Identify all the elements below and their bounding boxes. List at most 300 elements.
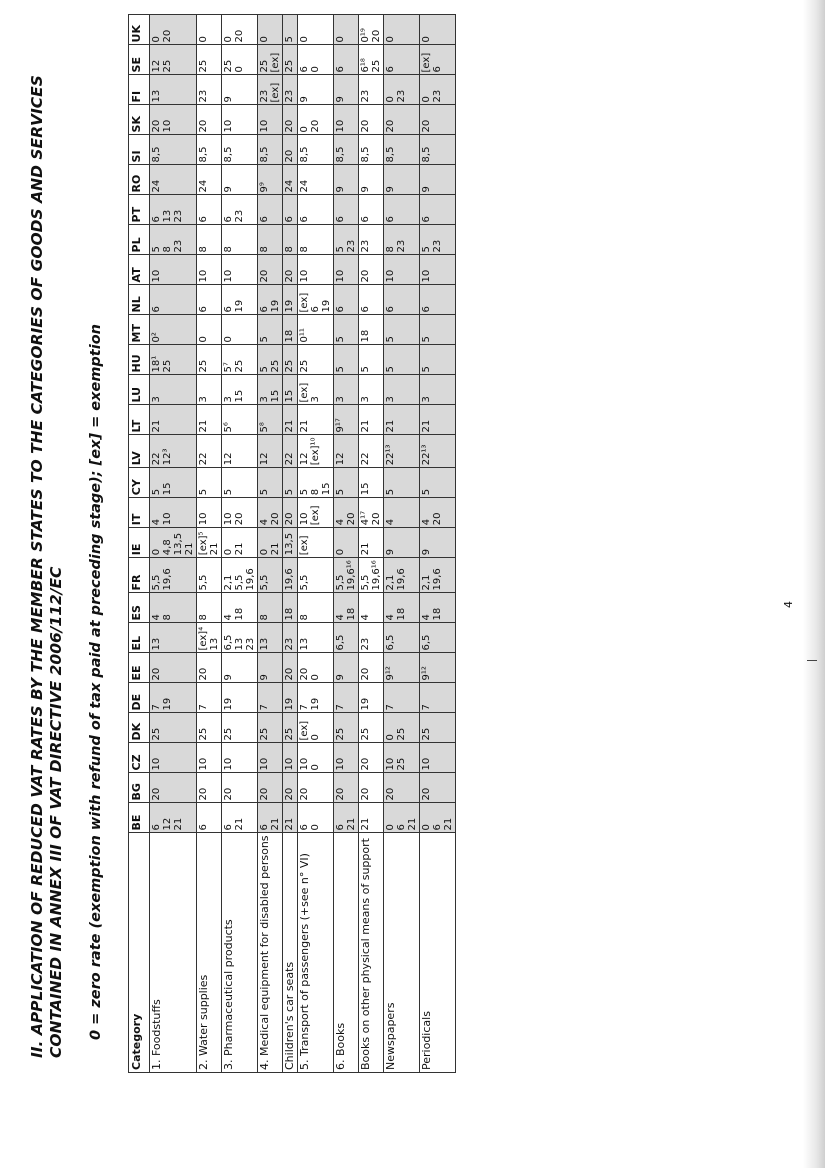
rate-value: 10	[162, 512, 173, 526]
rate-value: 19	[321, 299, 332, 313]
legend-text: 0 = zero rate (exemption with refund of tax paid at preceding stage); [ex] = exemption	[88, 324, 104, 1040]
rate-value: 2,1	[421, 574, 432, 591]
country-header: DE	[129, 683, 150, 713]
rate-cell	[420, 105, 456, 135]
rate-value: 2,1	[223, 574, 234, 591]
rate-value: 6	[385, 216, 396, 223]
category-cell	[298, 833, 334, 1073]
rate-value: 8,5	[385, 146, 396, 163]
rate-value: 5,5	[198, 574, 209, 591]
rate-value: 22	[198, 452, 209, 466]
rate-value: 7	[151, 704, 162, 711]
rate-value: 0	[310, 734, 321, 741]
rate-value: 0	[259, 36, 270, 43]
country-header: IE	[129, 528, 150, 558]
category-number: 2.	[197, 1056, 210, 1070]
rate-value: 21	[299, 419, 310, 433]
rate-cell	[258, 498, 283, 528]
rate-value: 6	[335, 306, 346, 313]
rate-cell	[384, 743, 420, 773]
rate-value: 0	[421, 96, 432, 103]
rate-value: 20	[151, 119, 162, 133]
rate-value: 5	[421, 246, 432, 253]
country-header: UK	[129, 15, 150, 45]
rate-cell	[258, 468, 283, 498]
rate-value: 24	[299, 179, 310, 193]
rate-cell	[258, 743, 283, 773]
rate-value: [ex]	[270, 52, 281, 73]
rate-cell	[150, 15, 197, 45]
rate-cell	[150, 803, 197, 833]
rate-value: 20	[310, 119, 321, 133]
rate-value: 23	[245, 637, 256, 651]
rate-cell	[384, 45, 420, 75]
rate-cell	[298, 558, 334, 593]
rate-cell	[258, 15, 283, 45]
rate-cell	[197, 435, 222, 468]
rate-value: 12³	[162, 448, 173, 466]
rate-value: 5	[151, 488, 162, 496]
rate-value: 10	[299, 757, 310, 771]
rate-value: 12	[162, 817, 173, 831]
rate-cell	[359, 743, 384, 773]
rate-value: 21	[385, 419, 396, 433]
rate-value: 22¹³	[421, 444, 432, 466]
rate-value: 4,8	[162, 539, 173, 556]
rate-cell	[359, 773, 384, 803]
rate-value: 21	[270, 817, 281, 831]
rate-cell	[150, 375, 197, 405]
rate-value: 19	[223, 697, 234, 711]
rate-cell	[150, 105, 197, 135]
table-row	[150, 15, 197, 1073]
rate-cell	[298, 773, 334, 803]
rate-value: 6	[198, 306, 209, 313]
rate-cell	[222, 435, 258, 468]
rate-cell	[197, 255, 222, 285]
rate-cell	[334, 653, 359, 683]
rate-cell	[150, 743, 197, 773]
rate-value: 5	[421, 366, 432, 373]
rate-cell	[150, 405, 197, 435]
rate-value: 19	[270, 299, 281, 313]
rate-cell	[384, 255, 420, 285]
rate-value: 5,5	[259, 574, 270, 591]
rate-cell	[222, 468, 258, 498]
rate-value: 4¹⁷	[360, 510, 371, 526]
rate-cell	[298, 498, 334, 528]
rate-value: 8,5	[335, 146, 346, 163]
category-cell	[334, 833, 359, 1073]
rate-cell	[334, 468, 359, 498]
rate-value: 4	[335, 614, 346, 621]
rate-cell	[420, 498, 456, 528]
rate-value: 20	[162, 29, 173, 43]
rate-cell	[359, 345, 384, 375]
rate-value: 22	[284, 452, 295, 466]
rate-value: 25	[284, 59, 295, 73]
table-row	[420, 15, 456, 1073]
rate-value: 0	[310, 674, 321, 681]
table-row	[334, 15, 359, 1073]
rate-cell	[384, 345, 420, 375]
rate-value: 0	[421, 36, 432, 43]
rate-cell	[384, 135, 420, 165]
category-name: Water supplies	[197, 974, 210, 1056]
rate-cell	[283, 165, 298, 195]
rate-cell	[420, 468, 456, 498]
rate-cell	[359, 435, 384, 468]
rate-cell	[283, 773, 298, 803]
rate-value: 13	[209, 637, 220, 651]
rate-cell	[334, 405, 359, 435]
rate-value: 4	[385, 518, 396, 526]
rate-value: 10	[223, 757, 234, 771]
rate-value: 5⁷	[223, 362, 234, 373]
rate-cell	[359, 498, 384, 528]
category-number: 4.	[258, 1056, 271, 1070]
rate-cell	[334, 345, 359, 375]
rate-cell	[359, 285, 384, 315]
rate-value: 0	[385, 96, 396, 103]
rate-value: 8,5	[151, 146, 162, 163]
rate-value: 25	[223, 59, 234, 73]
rate-value: 20	[284, 269, 295, 283]
rate-value: [ex]⁵	[198, 531, 209, 556]
rate-value: 8	[162, 614, 173, 621]
rate-cell	[420, 773, 456, 803]
rate-value: 18	[234, 607, 245, 621]
rate-value: 10	[223, 119, 234, 133]
rate-cell	[298, 135, 334, 165]
rate-cell	[420, 135, 456, 165]
rate-value: 21	[173, 817, 184, 831]
rate-value: 20	[346, 512, 357, 526]
country-header: EL	[129, 623, 150, 653]
rate-value: 10	[151, 757, 162, 771]
rate-cell	[283, 105, 298, 135]
category-header: Category	[129, 833, 150, 1073]
rate-value: 0	[335, 548, 346, 556]
rate-value: 0	[299, 36, 310, 43]
rate-value: 21	[360, 419, 371, 433]
rate-value: 12	[223, 452, 234, 466]
rate-value: 0	[259, 548, 270, 556]
rate-value: 6	[151, 216, 162, 223]
rate-value: [ex]	[270, 82, 281, 103]
rate-cell	[359, 225, 384, 255]
rate-value: 5	[335, 488, 346, 496]
rate-cell	[283, 803, 298, 833]
rate-value: 20	[151, 667, 162, 681]
rate-cell	[298, 105, 334, 135]
rate-value: 8	[198, 246, 209, 253]
rate-cell	[334, 773, 359, 803]
rate-cell	[197, 558, 222, 593]
rate-value: 3	[385, 396, 396, 403]
rate-value: 20	[371, 512, 382, 526]
rate-cell	[298, 653, 334, 683]
rate-value: 4	[259, 518, 270, 526]
rate-cell	[420, 405, 456, 435]
rate-cell	[298, 435, 334, 468]
rate-cell	[150, 255, 197, 285]
rate-value: 25	[259, 727, 270, 741]
rate-cell	[420, 803, 456, 833]
rate-value: 5	[259, 366, 270, 373]
rate-value: 0	[385, 824, 396, 831]
rate-value: 10	[335, 269, 346, 283]
rate-cell	[197, 135, 222, 165]
rate-cell	[298, 803, 334, 833]
rate-value: 25	[270, 359, 281, 373]
rate-cell	[420, 225, 456, 255]
rate-cell	[334, 75, 359, 105]
rate-value: 7	[385, 704, 396, 711]
rate-value: 21	[284, 419, 295, 433]
rate-value: 10	[421, 757, 432, 771]
rate-cell	[222, 135, 258, 165]
rate-cell	[334, 498, 359, 528]
rate-cell	[222, 285, 258, 315]
rate-value: 20	[284, 787, 295, 801]
rate-cell	[222, 623, 258, 653]
country-header: MT	[129, 315, 150, 345]
rate-cell	[197, 45, 222, 75]
table-header-row	[129, 15, 150, 1073]
rate-cell	[420, 528, 456, 558]
rate-cell	[359, 405, 384, 435]
rate-value: 6	[223, 216, 234, 223]
rate-value: 21	[407, 817, 418, 831]
rate-cell	[384, 623, 420, 653]
rate-cell	[197, 653, 222, 683]
rate-value: 12	[335, 452, 346, 466]
rate-cell	[359, 255, 384, 285]
rate-value: 7	[198, 704, 209, 711]
rate-value: 25	[259, 59, 270, 73]
rate-value: 25	[335, 727, 346, 741]
vat-rates-table	[128, 14, 456, 1073]
rate-cell	[222, 558, 258, 593]
rate-value: 21	[209, 542, 220, 556]
rate-cell	[420, 285, 456, 315]
rate-value: 0	[310, 66, 321, 73]
rate-cell	[258, 225, 283, 255]
rate-cell	[420, 558, 456, 593]
rate-value: 3	[198, 396, 209, 403]
rate-value: 18	[432, 607, 443, 621]
rate-value: 6	[198, 824, 209, 831]
rate-value: 6	[421, 216, 432, 223]
rate-value: 10	[284, 757, 295, 771]
category-cell	[222, 833, 258, 1073]
rate-cell	[334, 195, 359, 225]
rate-value: 8,5	[198, 146, 209, 163]
rate-cell	[150, 345, 197, 375]
rate-cell	[359, 45, 384, 75]
rate-cell	[283, 743, 298, 773]
rate-value: 5	[284, 36, 295, 43]
table-row	[384, 15, 420, 1073]
category-name: Periodicals	[420, 1011, 433, 1070]
table-row	[258, 15, 283, 1073]
rate-value: 10	[335, 119, 346, 133]
rate-cell	[283, 405, 298, 435]
rate-value: 9	[259, 674, 270, 681]
rate-value: 4	[360, 614, 371, 621]
rate-cell	[283, 498, 298, 528]
rate-value: 19	[284, 299, 295, 313]
rate-value: 0¹⁹	[360, 28, 371, 43]
rate-value: 8	[259, 614, 270, 621]
rate-value: 10	[299, 512, 310, 526]
rate-value: 18	[346, 607, 357, 621]
rate-value: 20	[198, 119, 209, 133]
rate-value: 15	[284, 389, 295, 403]
rate-value: 10	[162, 119, 173, 133]
rate-cell	[334, 165, 359, 195]
rate-cell	[150, 75, 197, 105]
rate-value: 5	[421, 488, 432, 496]
rate-cell	[222, 345, 258, 375]
rate-value: 20	[360, 269, 371, 283]
rate-cell	[258, 435, 283, 468]
rate-cell	[384, 315, 420, 345]
rate-value: 5,5	[335, 574, 346, 591]
rate-cell	[222, 45, 258, 75]
rate-value: 20	[360, 667, 371, 681]
rate-value: 5	[198, 488, 209, 496]
rate-value: 21	[360, 817, 371, 831]
rate-value: 25	[299, 359, 310, 373]
rate-cell	[258, 623, 283, 653]
category-name: Pharmaceutical products	[222, 919, 235, 1056]
rate-value: 18	[284, 607, 295, 621]
rate-cell	[150, 773, 197, 803]
rate-cell	[197, 683, 222, 713]
rate-value: 10	[299, 269, 310, 283]
rate-cell	[222, 225, 258, 255]
rate-value: 19,6	[396, 568, 407, 591]
rate-value: 13,5	[284, 532, 295, 556]
rate-value: 9	[360, 186, 371, 193]
rate-value: [ex]¹⁰	[310, 437, 321, 466]
rate-cell	[359, 528, 384, 558]
rate-cell	[384, 405, 420, 435]
rate-cell	[420, 623, 456, 653]
category-number: 6.	[334, 1056, 347, 1070]
country-header: NL	[129, 285, 150, 315]
rate-value: 10	[151, 269, 162, 283]
rate-value: 6	[360, 216, 371, 223]
rate-cell	[197, 315, 222, 345]
rate-cell	[420, 653, 456, 683]
rate-cell	[258, 195, 283, 225]
rate-cell	[420, 435, 456, 468]
category-number: 1.	[150, 1056, 163, 1070]
rate-value: 24	[198, 179, 209, 193]
rate-value: 9	[421, 548, 432, 556]
rate-value: 7	[299, 704, 310, 711]
rate-value: 25	[284, 359, 295, 373]
rate-value: 4	[223, 614, 234, 621]
rate-value: 5,5	[360, 574, 371, 591]
rate-cell	[197, 105, 222, 135]
rate-cell	[359, 558, 384, 593]
category-cell	[258, 833, 283, 1073]
rate-value: 5	[259, 488, 270, 496]
rate-cell	[298, 285, 334, 315]
rate-cell	[150, 435, 197, 468]
rate-cell	[258, 375, 283, 405]
rate-value: 25	[421, 727, 432, 741]
rate-cell	[283, 285, 298, 315]
rate-cell	[150, 165, 197, 195]
rate-cell	[258, 255, 283, 285]
country-header: HU	[129, 345, 150, 375]
rate-value: 20	[421, 787, 432, 801]
rate-cell	[283, 593, 298, 623]
rate-value: 23	[396, 89, 407, 103]
rate-value: 21	[421, 419, 432, 433]
rate-cell	[222, 75, 258, 105]
rate-cell	[197, 165, 222, 195]
rate-cell	[258, 285, 283, 315]
rate-value: 13	[259, 637, 270, 651]
rate-value: 13	[299, 637, 310, 651]
rate-cell	[283, 468, 298, 498]
rate-cell	[283, 345, 298, 375]
category-cell	[420, 833, 456, 1073]
rate-value: 0¹¹	[299, 328, 310, 343]
rate-cell	[420, 195, 456, 225]
rate-value: 19,6¹⁶	[346, 560, 357, 591]
rate-cell	[197, 528, 222, 558]
rate-value: 25	[162, 59, 173, 73]
table-row	[298, 15, 334, 1073]
rate-value: 10	[421, 269, 432, 283]
category-cell	[359, 833, 384, 1073]
rate-value: 0	[310, 764, 321, 771]
rate-cell	[420, 375, 456, 405]
rate-value: 8,5	[223, 146, 234, 163]
country-header: LU	[129, 375, 150, 405]
rate-cell	[258, 683, 283, 713]
rate-value: 12	[259, 452, 270, 466]
rate-cell	[258, 75, 283, 105]
section-title: II. APPLICATION OF REDUCED VAT RATES BY THE MEMBER STATES TO THE CATEGORIES OF GOODS AND SERVICES CONTAINED IN ANNEX III OF VAT DIRECTIVE 2006/112/EC	[28, 75, 65, 1058]
rate-cell	[384, 498, 420, 528]
category-name: Books	[334, 1022, 347, 1056]
rate-value: 7	[259, 704, 270, 711]
rate-value: 3	[259, 396, 270, 403]
rate-cell	[258, 165, 283, 195]
rate-value: 20	[335, 787, 346, 801]
category-number: 3.	[222, 1056, 235, 1070]
category-cell	[384, 833, 420, 1073]
rate-cell	[197, 773, 222, 803]
rate-value: 6	[432, 66, 443, 73]
rate-value: 25	[198, 727, 209, 741]
rate-value: 18	[396, 607, 407, 621]
rate-cell	[197, 623, 222, 653]
rate-value: 23	[284, 89, 295, 103]
country-header: ES	[129, 593, 150, 623]
rate-cell	[334, 803, 359, 833]
rate-cell	[197, 75, 222, 105]
rate-value: 25	[396, 727, 407, 741]
